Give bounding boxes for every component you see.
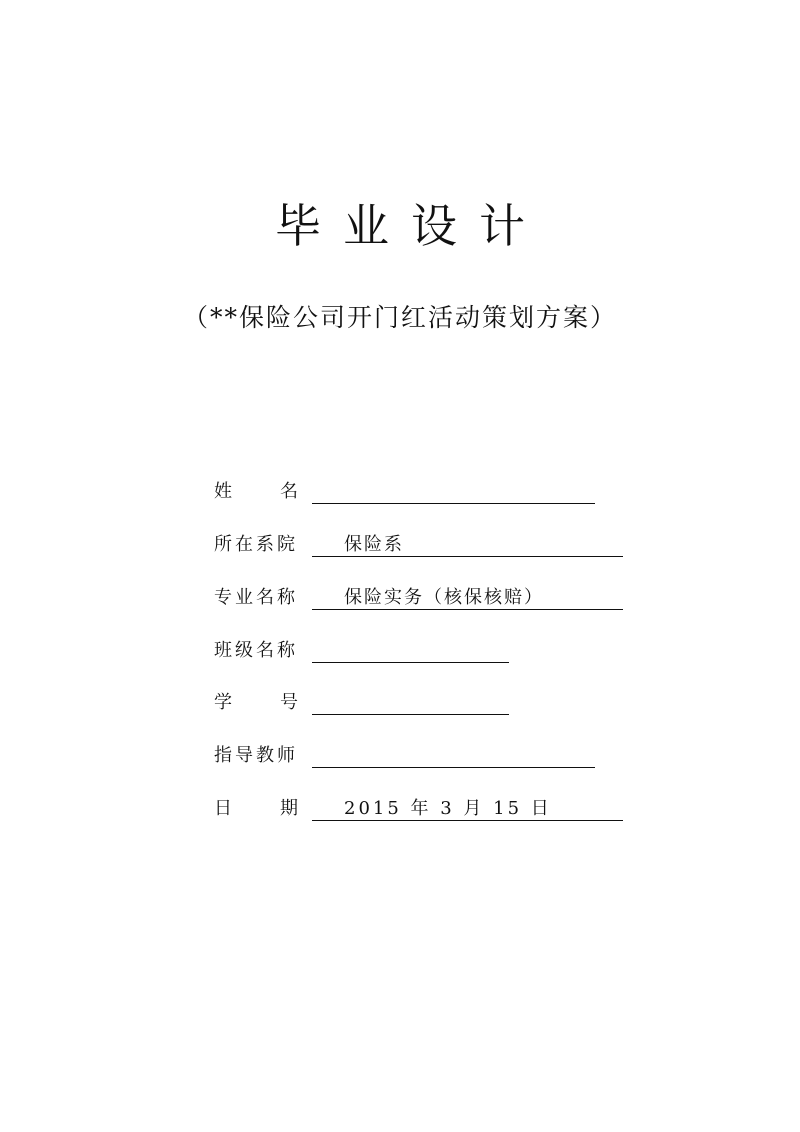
field-value-department: 保险系	[312, 533, 623, 557]
field-row-advisor	[214, 738, 595, 768]
field-row-department	[214, 527, 623, 557]
field-label-advisor: 指导教师	[214, 745, 298, 766]
page-title: 毕业设计	[275, 199, 547, 253]
field-value-major: 保险实务（核保核赔）	[312, 586, 623, 610]
field-value-name	[312, 480, 595, 504]
field-row-name	[214, 474, 595, 504]
field-row-class	[214, 633, 509, 663]
field-value-class	[312, 639, 509, 663]
field-label-student-id-char2: 号	[280, 692, 298, 713]
field-row-date	[214, 791, 623, 821]
field-label-student-id-char1: 学	[214, 692, 232, 713]
field-label-department: 所在系院	[214, 534, 298, 555]
field-label-date-char1: 日	[214, 798, 232, 819]
field-label-student-id	[214, 691, 298, 715]
field-value-student-id	[312, 691, 509, 715]
field-label-class: 班级名称	[214, 640, 298, 661]
field-label-name-char1: 姓	[214, 481, 232, 502]
field-label-major: 专业名称	[214, 587, 298, 608]
field-row-student-id	[214, 685, 509, 715]
field-label-date	[214, 797, 298, 821]
field-value-date: 2015 年 3 月 15 日	[312, 797, 623, 821]
field-value-advisor	[312, 744, 595, 768]
field-label-name-char2: 名	[280, 481, 298, 502]
field-row-major	[214, 580, 623, 610]
field-label-date-char2: 期	[280, 798, 298, 819]
thesis-topic: （**保险公司开门红活动策划方案）	[182, 303, 617, 332]
field-label-name	[214, 480, 298, 504]
